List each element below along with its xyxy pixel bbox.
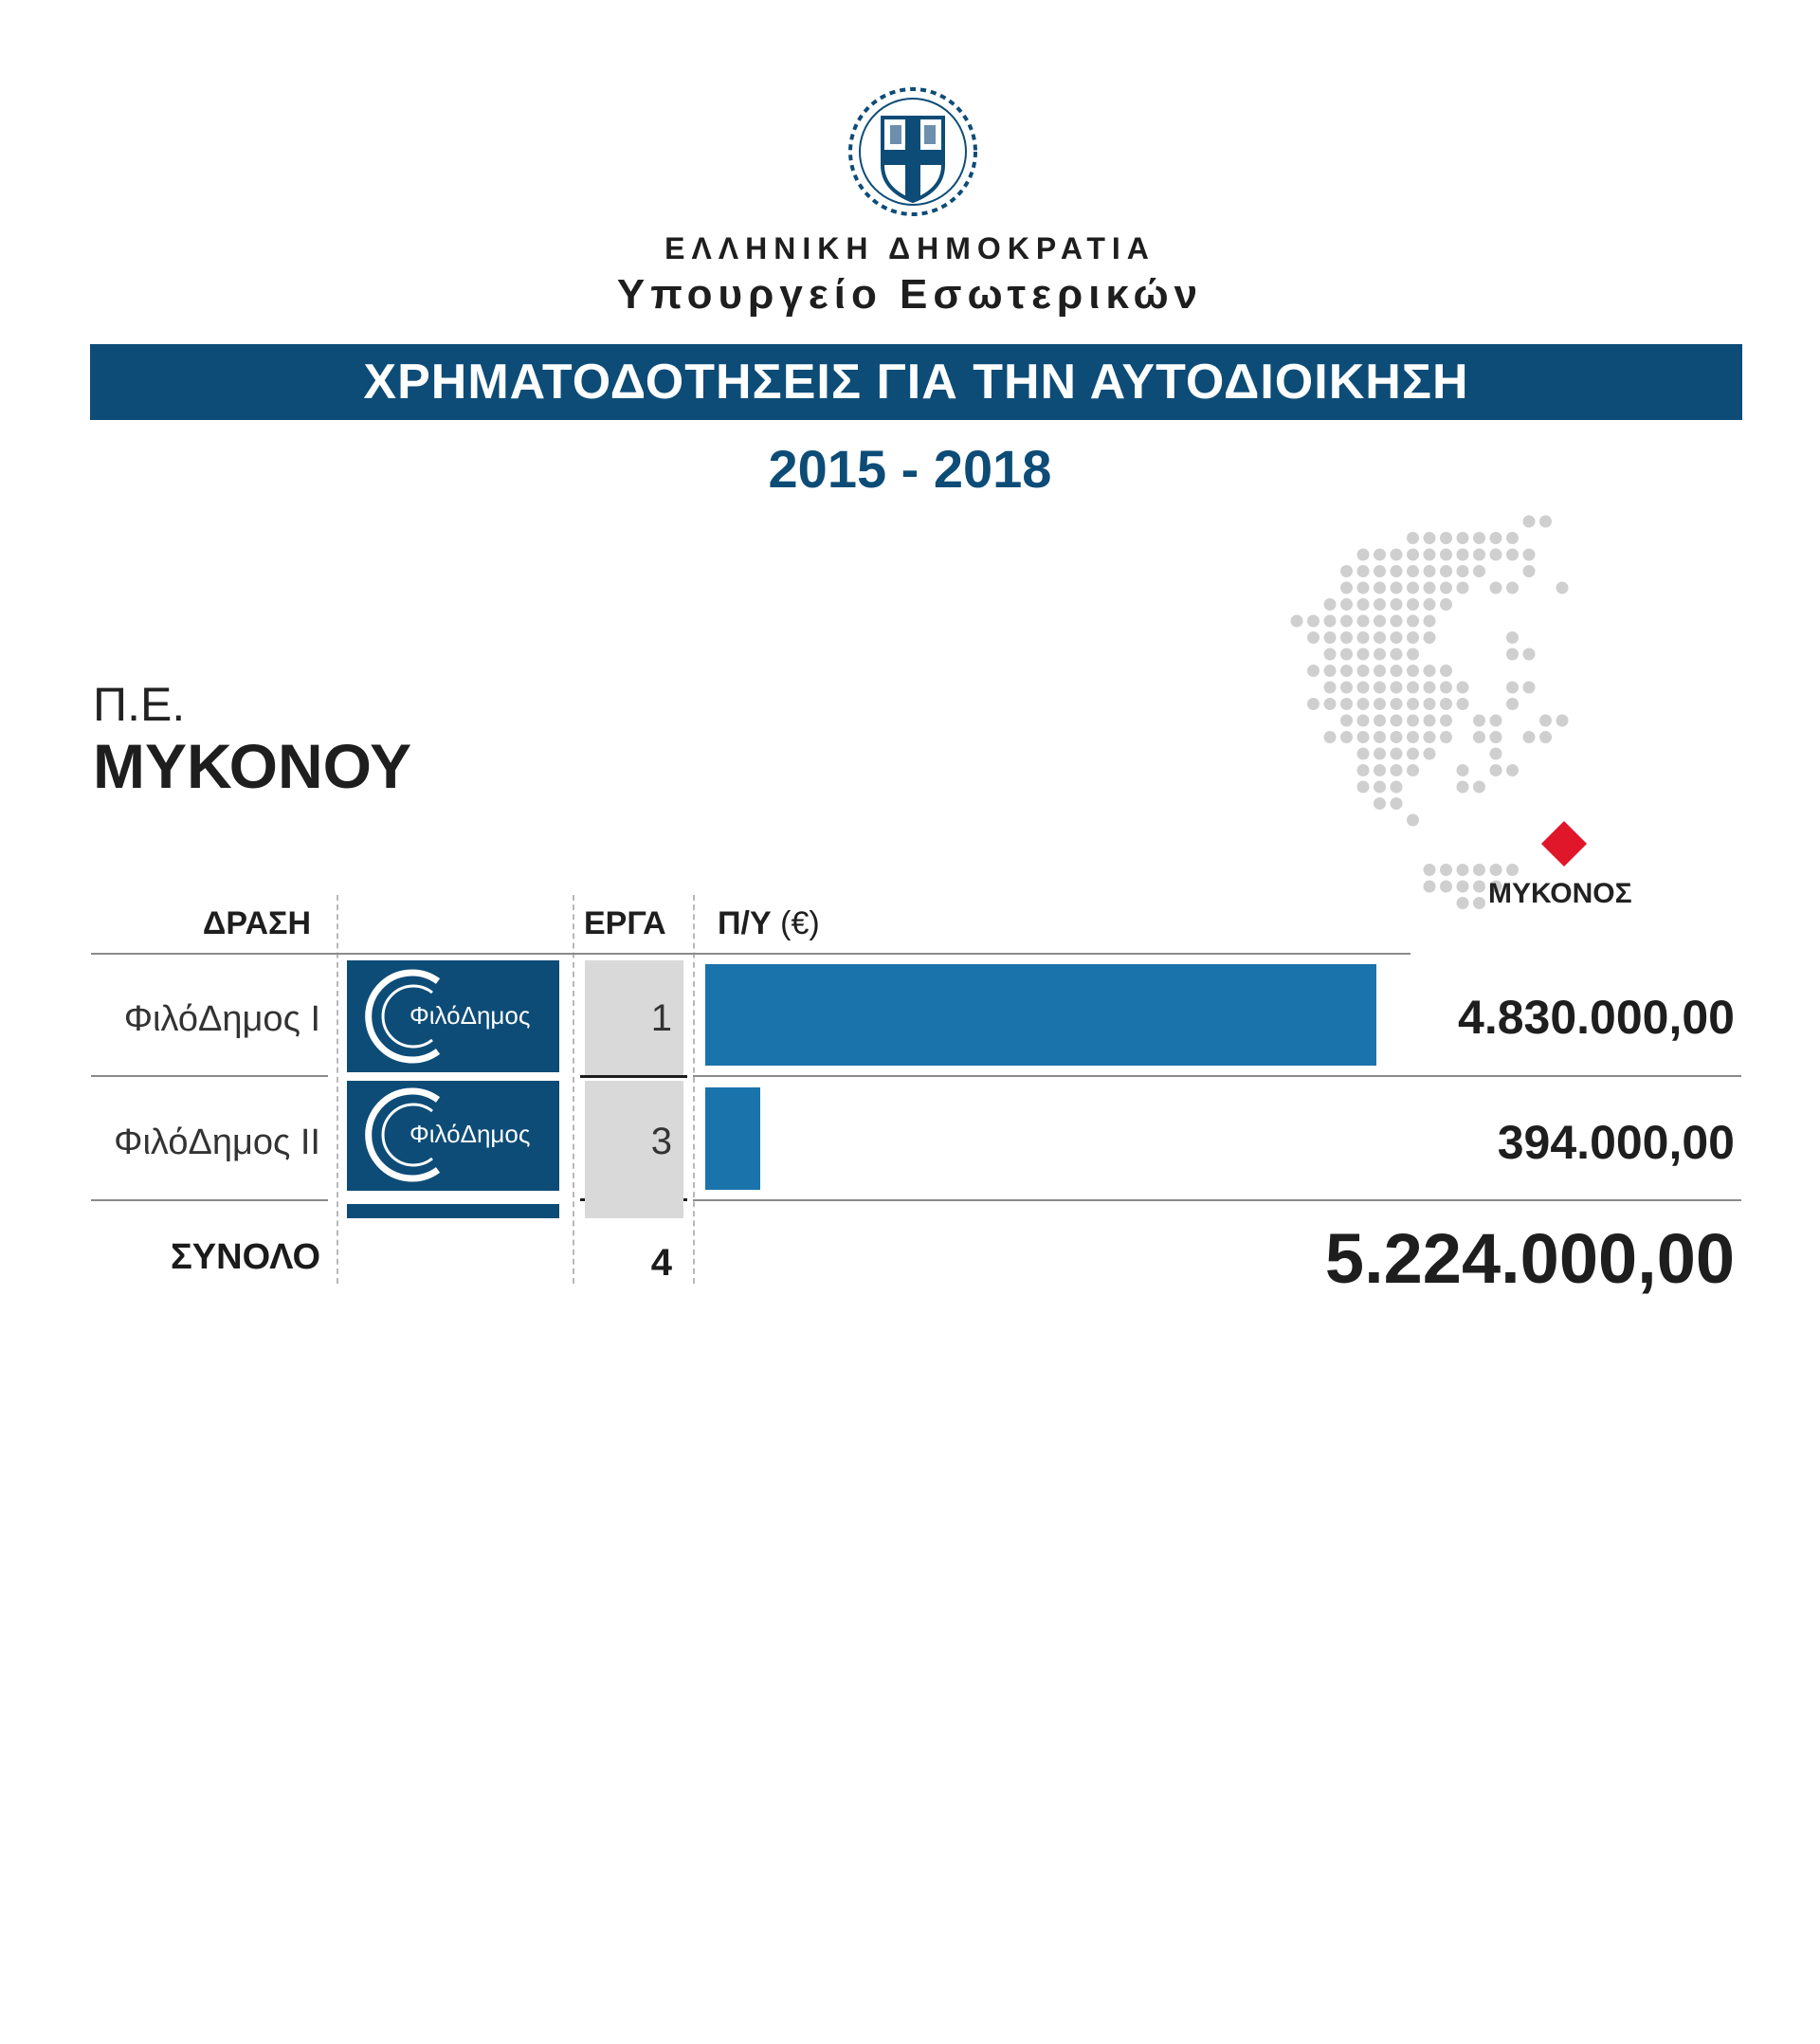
- map-dot: [1340, 631, 1353, 644]
- map-dot: [1424, 881, 1436, 893]
- map-dot: [1357, 582, 1370, 594]
- map-dot: [1473, 881, 1485, 893]
- map-dot: [1473, 864, 1485, 876]
- map-dot: [1523, 516, 1536, 528]
- years-subtitle: 2015 - 2018: [768, 439, 1052, 499]
- map-dot: [1457, 897, 1469, 909]
- map-dot: [1424, 864, 1436, 876]
- map-dot: [1391, 615, 1403, 628]
- map-dot: [1357, 549, 1370, 561]
- map-dot: [1424, 565, 1436, 577]
- map-dot: [1440, 731, 1452, 743]
- title-banner: [90, 344, 1742, 420]
- map-dot: [1457, 881, 1469, 893]
- map-dot: [1374, 615, 1386, 628]
- logo-text: ΦιλόΔημος: [410, 1001, 531, 1030]
- map-dot: [1424, 715, 1436, 727]
- map-dot: [1523, 549, 1536, 561]
- map-dot: [1440, 715, 1452, 727]
- column-header-action: ΔΡΑΣΗ: [202, 905, 311, 941]
- column-header-projects: ΕΡΓΑ: [584, 905, 666, 941]
- map-dot: [1457, 764, 1469, 776]
- map-dot: [1407, 814, 1419, 827]
- map-dot: [1374, 781, 1386, 794]
- map-dot: [1324, 682, 1337, 694]
- map-dot: [1340, 598, 1353, 611]
- map-dot: [1307, 631, 1320, 644]
- map-dot: [1473, 549, 1485, 561]
- map-dot: [1357, 781, 1370, 794]
- map-dot: [1291, 615, 1303, 628]
- budget-value-label: 394.000,00: [1497, 1116, 1735, 1169]
- map-dot: [1457, 698, 1469, 710]
- map-dot: [1523, 648, 1536, 661]
- map-dot: [1457, 682, 1469, 694]
- map-dot: [1473, 565, 1485, 577]
- map-dot: [1440, 565, 1452, 577]
- map-dot: [1340, 648, 1353, 661]
- map-dots: [1291, 516, 1569, 910]
- map-dot: [1473, 781, 1485, 794]
- map-dot: [1407, 549, 1419, 561]
- map-dot: [1424, 598, 1436, 611]
- map-dot: [1407, 582, 1419, 594]
- map-dot: [1357, 665, 1370, 677]
- map-dot: [1490, 532, 1502, 544]
- map-dot: [1539, 731, 1552, 743]
- map-dot: [1324, 648, 1337, 661]
- ministry-title: Υπουργείο Εσωτερικών: [616, 271, 1204, 318]
- map-dot: [1556, 715, 1569, 727]
- map-dot: [1506, 582, 1519, 594]
- map-dot: [1440, 682, 1452, 694]
- map-dot: [1307, 615, 1320, 628]
- map-dot: [1407, 532, 1419, 544]
- map-dot: [1473, 731, 1485, 743]
- filodimos-logo: [347, 960, 559, 1072]
- map-dot: [1391, 648, 1403, 661]
- map-dot: [1473, 715, 1485, 727]
- map-dot: [1391, 781, 1403, 794]
- map-dot: [1407, 748, 1419, 760]
- map-dot: [1490, 582, 1502, 594]
- map-dot: [1457, 565, 1469, 577]
- map-dot: [1340, 565, 1353, 577]
- map-marker-label: ΜΥΚΟΝΟΣ: [1488, 878, 1632, 909]
- map-dot: [1391, 731, 1403, 743]
- map-dot: [1506, 682, 1519, 694]
- map-dot: [1374, 582, 1386, 594]
- map-dot: [1440, 549, 1452, 561]
- map-dot: [1539, 516, 1552, 528]
- map-dot: [1440, 532, 1452, 544]
- map-dot: [1391, 748, 1403, 760]
- map-dot: [1523, 565, 1536, 577]
- map-dot: [1457, 781, 1469, 794]
- row-label-filodimos-2: ΦιλόΔημος II: [114, 1122, 320, 1162]
- map-dot: [1424, 532, 1436, 544]
- prefecture-name: ΜΥΚΟΝΟΥ: [93, 731, 412, 801]
- map-dot: [1407, 615, 1419, 628]
- map-dot: [1324, 665, 1337, 677]
- filodimos-logo: [347, 1081, 559, 1191]
- greek-coat-of-arms-icon: [845, 83, 981, 220]
- budget-bar: [705, 964, 1376, 1066]
- row-rule: [91, 1075, 328, 1077]
- map-dot: [1424, 631, 1436, 644]
- map-dot: [1374, 598, 1386, 611]
- map-dot: [1407, 698, 1419, 710]
- map-dot: [1523, 731, 1536, 743]
- map-dot: [1374, 764, 1386, 776]
- map-dot: [1340, 682, 1353, 694]
- map-dot: [1506, 764, 1519, 776]
- banner-title: ΧΡΗΜΑΤΟΔΟΤΗΣΕΙΣ ΓΙΑ ΤΗΝ ΑΥΤΟΔΙΟΙΚΗΣΗ: [363, 355, 1469, 410]
- projects-rule: [580, 1075, 687, 1078]
- map-dot: [1440, 698, 1452, 710]
- total-label: ΣΥΝΟΛΟ: [170, 1237, 320, 1277]
- map-dot: [1457, 549, 1469, 561]
- map-dot: [1391, 582, 1403, 594]
- map-dot: [1374, 715, 1386, 727]
- map-dot: [1490, 549, 1502, 561]
- row-rule: [693, 1075, 1741, 1077]
- map-dot: [1374, 565, 1386, 577]
- location-marker-icon: [1541, 821, 1587, 867]
- map-dot: [1357, 764, 1370, 776]
- map-dot: [1391, 598, 1403, 611]
- projects-count: 3: [650, 1121, 672, 1162]
- map-dot: [1490, 731, 1502, 743]
- map-dot: [1391, 565, 1403, 577]
- map-dot: [1374, 665, 1386, 677]
- map-dot: [1357, 615, 1370, 628]
- map-dot: [1556, 582, 1569, 594]
- map-dot: [1340, 715, 1353, 727]
- map-dot: [1490, 748, 1502, 760]
- map-dot: [1539, 715, 1552, 727]
- map-dot: [1440, 665, 1452, 677]
- map-dot: [1506, 648, 1519, 661]
- map-dot: [1440, 881, 1452, 893]
- map-dot: [1407, 764, 1419, 776]
- row-label-filodimos-1: ΦιλόΔημος I: [123, 999, 320, 1039]
- map-dot: [1407, 731, 1419, 743]
- map-dot: [1391, 764, 1403, 776]
- budget-bar: [705, 1087, 760, 1190]
- total-value: 5.224.000,00: [1324, 1219, 1735, 1298]
- map-dot: [1391, 682, 1403, 694]
- map-dot: [1506, 549, 1519, 561]
- map-dot: [1391, 549, 1403, 561]
- map-dot: [1357, 648, 1370, 661]
- map-dot: [1490, 764, 1502, 776]
- projects-count: 1: [650, 997, 672, 1039]
- map-dot: [1407, 682, 1419, 694]
- map-dot: [1340, 615, 1353, 628]
- map-dot: [1457, 864, 1469, 876]
- map-dot: [1391, 631, 1403, 644]
- map-dot: [1374, 648, 1386, 661]
- map-dot: [1523, 682, 1536, 694]
- greece-dot-map: [1289, 512, 1687, 986]
- map-dot: [1490, 864, 1502, 876]
- map-dot: [1340, 665, 1353, 677]
- map-dot: [1506, 864, 1519, 876]
- map-dot: [1424, 615, 1436, 628]
- map-dot: [1324, 615, 1337, 628]
- column-header-budget: [718, 905, 820, 942]
- map-dot: [1473, 532, 1485, 544]
- map-dot: [1407, 565, 1419, 577]
- prefecture-prefix: Π.Ε.: [93, 678, 186, 731]
- row-rule: [91, 1199, 328, 1201]
- map-dot: [1357, 715, 1370, 727]
- logo-strip: [347, 1204, 559, 1218]
- map-dot: [1357, 565, 1370, 577]
- map-dot: [1357, 631, 1370, 644]
- map-dot: [1424, 731, 1436, 743]
- map-dot: [1374, 631, 1386, 644]
- header-rule: [91, 953, 1410, 955]
- map-dot: [1440, 582, 1452, 594]
- map-dot: [1307, 665, 1320, 677]
- map-dot: [1424, 698, 1436, 710]
- budget-header-unit: (€): [780, 905, 820, 941]
- map-dot: [1307, 698, 1320, 710]
- filodimos-logo-icon: [347, 960, 559, 1072]
- map-dot: [1407, 665, 1419, 677]
- budget-header-label: Π/Υ: [718, 905, 772, 941]
- map-dot: [1324, 731, 1337, 743]
- map-dot: [1357, 698, 1370, 710]
- map-dot: [1490, 715, 1502, 727]
- map-dot: [1340, 698, 1353, 710]
- map-dot: [1407, 598, 1419, 611]
- map-dot: [1473, 897, 1485, 909]
- map-dot: [1407, 648, 1419, 661]
- map-dot: [1424, 682, 1436, 694]
- map-dot: [1374, 549, 1386, 561]
- map-dot: [1357, 731, 1370, 743]
- map-dot: [1407, 631, 1419, 644]
- map-dot: [1324, 598, 1337, 611]
- map-dot: [1324, 698, 1337, 710]
- map-dot: [1440, 598, 1452, 611]
- map-dot: [1324, 631, 1337, 644]
- republic-title: ΕΛΛΗΝΙΚΗ ΔΗΜΟΚΡΑΤΙΑ: [664, 231, 1156, 265]
- map-dot: [1506, 698, 1519, 710]
- map-dot: [1357, 682, 1370, 694]
- map-dot: [1440, 864, 1452, 876]
- map-dot: [1391, 797, 1403, 810]
- map-dot: [1340, 731, 1353, 743]
- map-dot: [1506, 532, 1519, 544]
- map-dot: [1374, 797, 1386, 810]
- map-dot: [1340, 582, 1353, 594]
- map-dot: [1391, 698, 1403, 710]
- map-dot: [1357, 598, 1370, 611]
- map-dot: [1424, 549, 1436, 561]
- logo-text: ΦιλόΔημος: [410, 1120, 531, 1148]
- map-dot: [1457, 532, 1469, 544]
- total-projects: 4: [650, 1242, 672, 1284]
- map-dot: [1391, 715, 1403, 727]
- map-dot: [1374, 731, 1386, 743]
- map-dot: [1374, 698, 1386, 710]
- map-dot: [1457, 582, 1469, 594]
- map-dot: [1357, 748, 1370, 760]
- budget-value-label: 4.830.000,00: [1458, 991, 1735, 1044]
- map-dot: [1391, 665, 1403, 677]
- map-dot: [1374, 748, 1386, 760]
- map-dot: [1374, 682, 1386, 694]
- map-dot: [1407, 715, 1419, 727]
- row-rule: [693, 1199, 1741, 1201]
- map-dot: [1424, 748, 1436, 760]
- map-dot: [1424, 665, 1436, 677]
- filodimos-logo-icon: [347, 1081, 559, 1191]
- map-dot: [1506, 631, 1519, 644]
- map-dot: [1424, 582, 1436, 594]
